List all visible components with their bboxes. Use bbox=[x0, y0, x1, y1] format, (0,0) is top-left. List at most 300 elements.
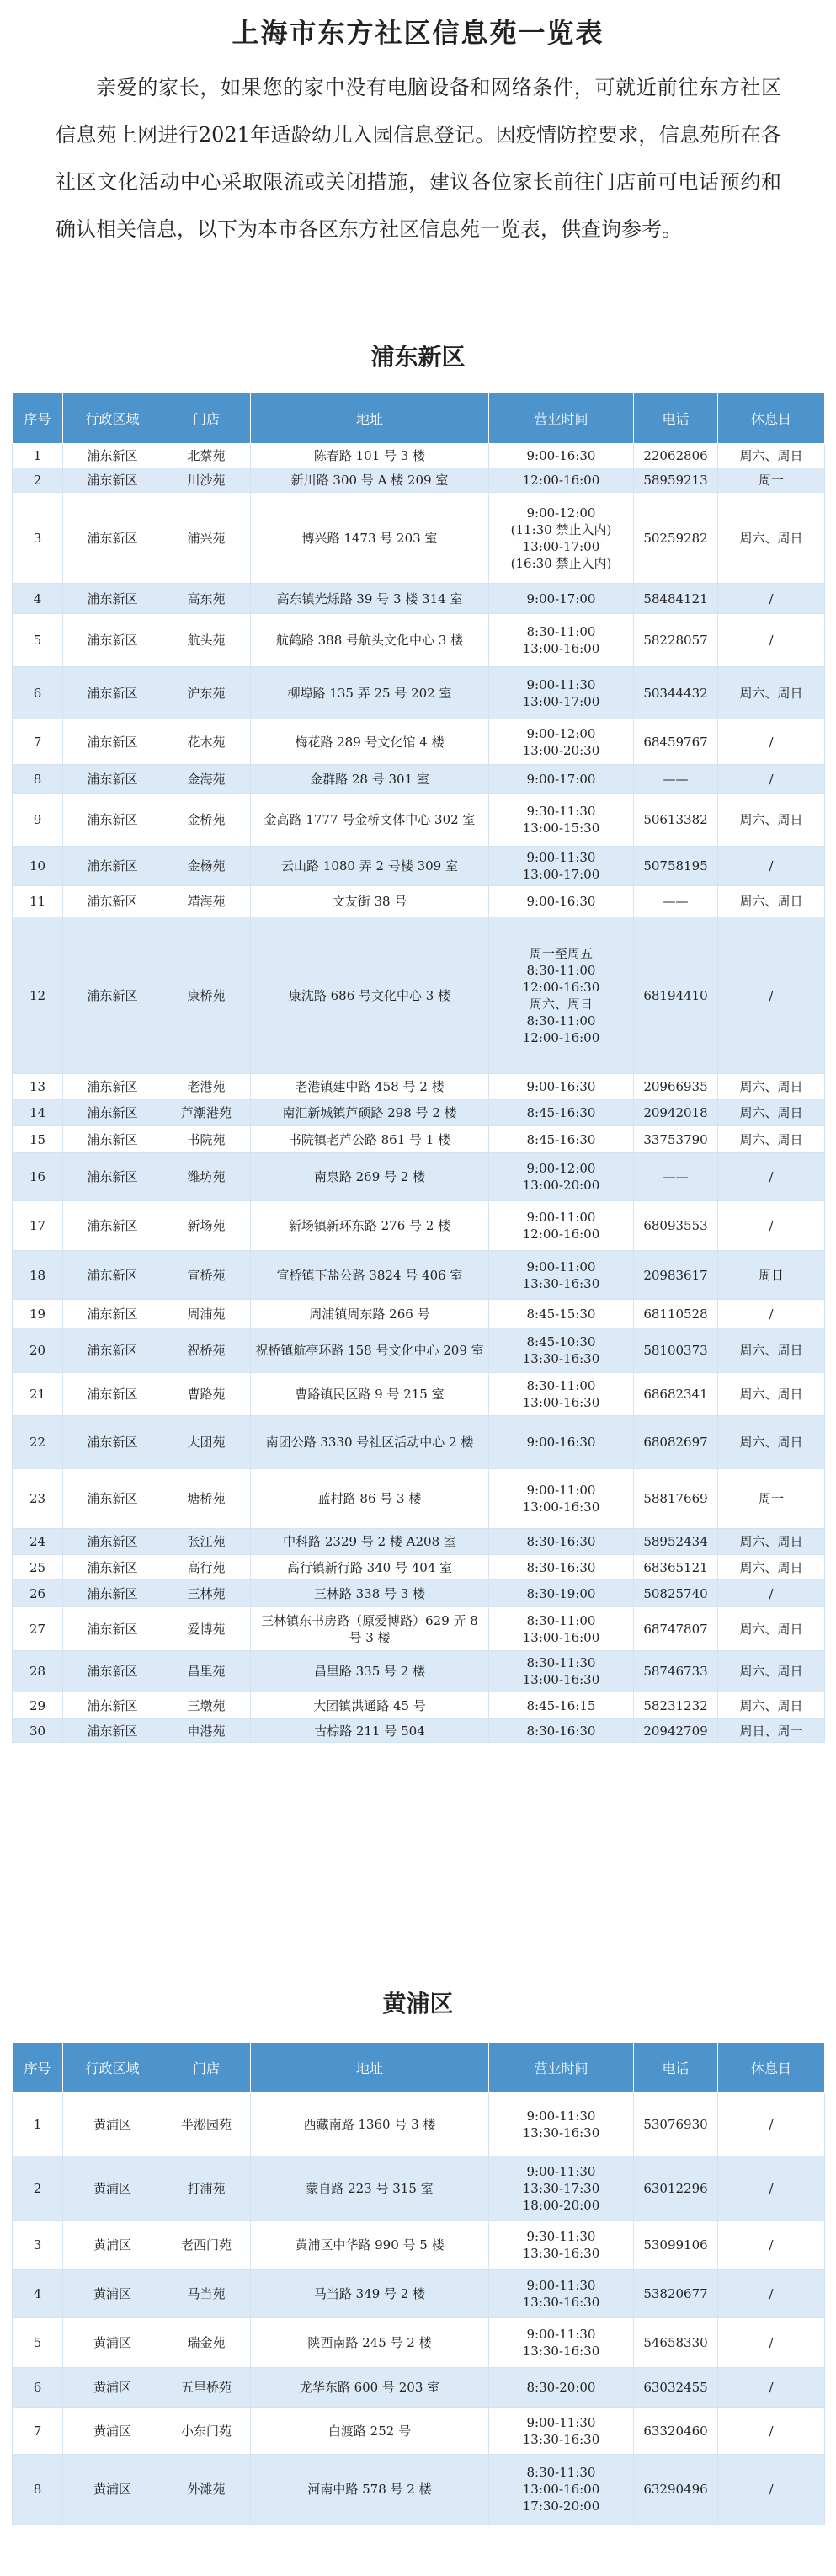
cell-district: 浦东新区 bbox=[63, 765, 162, 794]
cell-no: 24 bbox=[13, 1529, 63, 1555]
cell-store: 书院苑 bbox=[162, 1126, 251, 1153]
cell-hours: 8:30-11:00 13:00-16:00 bbox=[489, 1607, 634, 1651]
cell-no: 1 bbox=[13, 2093, 63, 2156]
cell-store: 瑞金苑 bbox=[162, 2318, 251, 2368]
cell-address: 蓝村路 86 号 3 楼 bbox=[251, 1469, 489, 1529]
cell-no: 6 bbox=[13, 2368, 63, 2408]
cell-district: 黄浦区 bbox=[63, 2318, 162, 2368]
cell-address: 文友街 38 号 bbox=[251, 886, 489, 917]
cell-hours: 9:00-11:30 13:00-17:00 bbox=[489, 667, 634, 719]
cell-rest: / bbox=[718, 2455, 825, 2525]
cell-store: 马当苑 bbox=[162, 2270, 251, 2318]
cell-district: 浦东新区 bbox=[63, 847, 162, 886]
cell-hours: 9:00-16:30 bbox=[489, 1416, 634, 1469]
table-row bbox=[13, 1300, 825, 1328]
cell-address: 博兴路 1473 号 203 室 bbox=[251, 493, 489, 584]
cell-address: 南泉路 269 号 2 楼 bbox=[251, 1153, 489, 1201]
cell-rest: 周六、周日 bbox=[718, 1555, 825, 1580]
cell-address: 龙华东路 600 号 203 室 bbox=[251, 2368, 489, 2408]
cell-phone: 50344432 bbox=[634, 667, 718, 719]
table-row bbox=[13, 1416, 825, 1469]
cell-store: 潍坊苑 bbox=[162, 1153, 251, 1201]
cell-rest: 周日 bbox=[718, 1251, 825, 1300]
column-header: 营业时间 bbox=[489, 393, 634, 444]
cell-phone: 63290496 bbox=[634, 2455, 718, 2525]
cell-store: 芦潮港苑 bbox=[162, 1100, 251, 1126]
column-header: 门店 bbox=[162, 393, 251, 444]
cell-no: 22 bbox=[13, 1416, 63, 1469]
cell-phone: 63032455 bbox=[634, 2368, 718, 2408]
cell-rest: 周六、周日 bbox=[718, 1373, 825, 1416]
cell-phone: —— bbox=[634, 1153, 718, 1201]
cell-district: 浦东新区 bbox=[63, 1580, 162, 1607]
cell-address: 航鹤路 388 号航头文化中心 3 楼 bbox=[251, 614, 489, 667]
column-header: 休息日 bbox=[718, 393, 825, 444]
column-header: 营业时间 bbox=[489, 2043, 634, 2093]
cell-address: 新川路 300 号 A 楼 209 室 bbox=[251, 468, 489, 493]
cell-hours: 8:30-11:00 13:00-16:30 bbox=[489, 1373, 634, 1416]
cell-store: 张江苑 bbox=[162, 1529, 251, 1555]
cell-no: 29 bbox=[13, 1692, 63, 1719]
cell-address: 书院镇老芦公路 861 号 1 楼 bbox=[251, 1126, 489, 1153]
cell-no: 2 bbox=[13, 2156, 63, 2221]
cell-store: 金杨苑 bbox=[162, 847, 251, 886]
cell-district: 浦东新区 bbox=[63, 1651, 162, 1692]
cell-phone: 58959213 bbox=[634, 468, 718, 493]
cell-phone: 20942018 bbox=[634, 1100, 718, 1126]
cell-rest: / bbox=[718, 1300, 825, 1328]
cell-hours: 9:00-16:30 bbox=[489, 1074, 634, 1100]
cell-district: 浦东新区 bbox=[63, 667, 162, 719]
cell-address: 黄浦区中华路 990 号 5 楼 bbox=[251, 2221, 489, 2270]
cell-district: 浦东新区 bbox=[63, 1373, 162, 1416]
cell-district: 浦东新区 bbox=[63, 1328, 162, 1373]
cell-no: 6 bbox=[13, 667, 63, 719]
cell-rest: / bbox=[718, 1153, 825, 1201]
table-row bbox=[13, 667, 825, 719]
cell-rest: 周六、周日 bbox=[718, 794, 825, 847]
cell-phone: 58484121 bbox=[634, 584, 718, 614]
cell-phone: 58100373 bbox=[634, 1328, 718, 1373]
column-header: 行政区域 bbox=[63, 393, 162, 444]
cell-address: 高行镇新行路 340 号 404 室 bbox=[251, 1555, 489, 1580]
cell-phone: 33753790 bbox=[634, 1126, 718, 1153]
cell-no: 20 bbox=[13, 1328, 63, 1373]
table-row bbox=[13, 719, 825, 765]
cell-hours: 8:30-16:30 bbox=[489, 1529, 634, 1555]
cell-hours: 9:00-11:30 13:00-17:00 bbox=[489, 847, 634, 886]
table-row bbox=[13, 1607, 825, 1651]
cell-address: 南汇新城镇芦硕路 298 号 2 楼 bbox=[251, 1100, 489, 1126]
cell-no: 1 bbox=[13, 444, 63, 468]
cell-no: 21 bbox=[13, 1373, 63, 1416]
cell-address: 古棕路 211 号 504 bbox=[251, 1719, 489, 1743]
cell-hours: 9:00-11:30 13:30-16:30 bbox=[489, 2318, 634, 2368]
cell-district: 浦东新区 bbox=[63, 444, 162, 468]
cell-hours: 8:45-16:15 bbox=[489, 1692, 634, 1719]
cell-district: 浦东新区 bbox=[63, 1607, 162, 1651]
cell-hours: 9:00-16:30 bbox=[489, 886, 634, 917]
cell-hours: 8:30-16:30 bbox=[489, 1555, 634, 1580]
cell-phone: 68747807 bbox=[634, 1607, 718, 1651]
cell-no: 23 bbox=[13, 1469, 63, 1529]
table-row bbox=[13, 1153, 825, 1201]
cell-store: 小东门苑 bbox=[162, 2408, 251, 2455]
cell-hours: 8:30-20:00 bbox=[489, 2368, 634, 2408]
cell-address: 康沈路 686 号文化中心 3 楼 bbox=[251, 917, 489, 1074]
cell-phone: 63320460 bbox=[634, 2408, 718, 2455]
column-header: 电话 bbox=[634, 393, 718, 444]
table-row bbox=[13, 1469, 825, 1529]
cell-rest: / bbox=[718, 1580, 825, 1607]
cell-district: 浦东新区 bbox=[63, 1469, 162, 1529]
cell-hours: 9:00-16:30 bbox=[489, 444, 634, 468]
cell-district: 浦东新区 bbox=[63, 1153, 162, 1201]
table-row bbox=[13, 444, 825, 468]
column-header: 地址 bbox=[251, 393, 489, 444]
cell-rest: / bbox=[718, 614, 825, 667]
cell-rest: / bbox=[718, 917, 825, 1074]
cell-address: 祝桥镇航亭环路 158 号文化中心 209 室 bbox=[251, 1328, 489, 1373]
cell-district: 浦东新区 bbox=[63, 1416, 162, 1469]
table-row bbox=[13, 1126, 825, 1153]
cell-phone: —— bbox=[634, 886, 718, 917]
table-huangpu bbox=[12, 2042, 825, 2525]
cell-store: 外滩苑 bbox=[162, 2455, 251, 2525]
cell-no: 18 bbox=[13, 1251, 63, 1300]
cell-store: 高东苑 bbox=[162, 584, 251, 614]
cell-store: 康桥苑 bbox=[162, 917, 251, 1074]
column-header: 序号 bbox=[13, 2043, 63, 2093]
cell-rest: / bbox=[718, 847, 825, 886]
cell-rest: / bbox=[718, 765, 825, 794]
cell-district: 黄浦区 bbox=[63, 2408, 162, 2455]
cell-rest: / bbox=[718, 2368, 825, 2408]
cell-hours: 9:30-11:30 13:30-16:30 bbox=[489, 2221, 634, 2270]
cell-store: 宣桥苑 bbox=[162, 1251, 251, 1300]
cell-phone: 53076930 bbox=[634, 2093, 718, 2156]
cell-store: 靖海苑 bbox=[162, 886, 251, 917]
table-row bbox=[13, 614, 825, 667]
cell-hours: 9:30-11:30 13:00-15:30 bbox=[489, 794, 634, 847]
cell-hours: 12:00-16:00 bbox=[489, 468, 634, 493]
column-header: 行政区域 bbox=[63, 2043, 162, 2093]
cell-address: 白渡路 252 号 bbox=[251, 2408, 489, 2455]
table-row bbox=[13, 847, 825, 886]
cell-address: 西藏南路 1360 号 3 楼 bbox=[251, 2093, 489, 2156]
cell-phone: 68082697 bbox=[634, 1416, 718, 1469]
table-row bbox=[13, 1074, 825, 1100]
cell-store: 花木苑 bbox=[162, 719, 251, 765]
cell-address: 大团镇洪通路 45 号 bbox=[251, 1692, 489, 1719]
cell-address: 南团公路 3330 号社区活动中心 2 楼 bbox=[251, 1416, 489, 1469]
cell-address: 金群路 28 号 301 室 bbox=[251, 765, 489, 794]
cell-district: 黄浦区 bbox=[63, 2270, 162, 2318]
cell-phone: 58952434 bbox=[634, 1529, 718, 1555]
cell-hours: 9:00-17:00 bbox=[489, 765, 634, 794]
cell-phone: 68093553 bbox=[634, 1201, 718, 1251]
cell-rest: 周六、周日 bbox=[718, 493, 825, 584]
cell-store: 老西门苑 bbox=[162, 2221, 251, 2270]
table-row bbox=[13, 1529, 825, 1555]
cell-phone: 54658330 bbox=[634, 2318, 718, 2368]
cell-no: 8 bbox=[13, 765, 63, 794]
cell-district: 浦东新区 bbox=[63, 584, 162, 614]
cell-hours: 9:00-11:30 13:30-16:30 bbox=[489, 2408, 634, 2455]
cell-address: 云山路 1080 弄 2 号楼 309 室 bbox=[251, 847, 489, 886]
cell-hours: 8:30-16:30 bbox=[489, 1719, 634, 1743]
cell-no: 10 bbox=[13, 847, 63, 886]
cell-rest: 周六、周日 bbox=[718, 1074, 825, 1100]
cell-rest: / bbox=[718, 2156, 825, 2221]
table-row bbox=[13, 2093, 825, 2156]
cell-rest: 周六、周日 bbox=[718, 886, 825, 917]
cell-rest: 周六、周日 bbox=[718, 1328, 825, 1373]
cell-phone: 53820677 bbox=[634, 2270, 718, 2318]
cell-address: 三林路 338 号 3 楼 bbox=[251, 1580, 489, 1607]
cell-hours: 8:30-11:30 13:00-16:30 bbox=[489, 1651, 634, 1692]
cell-no: 8 bbox=[13, 2455, 63, 2525]
cell-hours: 8:30-11:00 13:00-16:00 bbox=[489, 614, 634, 667]
table-row bbox=[13, 2221, 825, 2270]
cell-store: 半淞园苑 bbox=[162, 2093, 251, 2156]
cell-address: 陕西南路 245 号 2 楼 bbox=[251, 2318, 489, 2368]
cell-hours: 8:30-19:00 bbox=[489, 1580, 634, 1607]
cell-hours: 8:30-11:30 13:00-16:00 17:30-20:00 bbox=[489, 2455, 634, 2525]
cell-phone: 20942709 bbox=[634, 1719, 718, 1743]
cell-phone: 68682341 bbox=[634, 1373, 718, 1416]
cell-phone: 20966935 bbox=[634, 1074, 718, 1100]
cell-district: 浦东新区 bbox=[63, 886, 162, 917]
table-row bbox=[13, 1580, 825, 1607]
cell-store: 曹路苑 bbox=[162, 1373, 251, 1416]
table-row bbox=[13, 2408, 825, 2455]
table-row bbox=[13, 2270, 825, 2318]
table-row bbox=[13, 2455, 825, 2525]
cell-hours: 9:00-11:00 13:30-16:30 bbox=[489, 1251, 634, 1300]
cell-store: 北蔡苑 bbox=[162, 444, 251, 468]
cell-district: 浦东新区 bbox=[63, 1201, 162, 1251]
cell-no: 30 bbox=[13, 1719, 63, 1743]
cell-no: 13 bbox=[13, 1074, 63, 1100]
cell-store: 三墩苑 bbox=[162, 1692, 251, 1719]
cell-phone: 20983617 bbox=[634, 1251, 718, 1300]
cell-hours: 8:45-10:30 13:30-16:30 bbox=[489, 1328, 634, 1373]
cell-district: 浦东新区 bbox=[63, 1719, 162, 1743]
cell-no: 14 bbox=[13, 1100, 63, 1126]
cell-no: 28 bbox=[13, 1651, 63, 1692]
table-row bbox=[13, 1651, 825, 1692]
cell-store: 打浦苑 bbox=[162, 2156, 251, 2221]
cell-phone: 68459767 bbox=[634, 719, 718, 765]
cell-rest: 周六、周日 bbox=[718, 1100, 825, 1126]
cell-district: 浦东新区 bbox=[63, 1074, 162, 1100]
cell-district: 浦东新区 bbox=[63, 614, 162, 667]
cell-hours: 9:00-12:00 13:00-20:00 bbox=[489, 1153, 634, 1201]
cell-rest: / bbox=[718, 2270, 825, 2318]
cell-district: 浦东新区 bbox=[63, 1529, 162, 1555]
cell-hours: 9:00-12:00 13:00-20:30 bbox=[489, 719, 634, 765]
cell-store: 大团苑 bbox=[162, 1416, 251, 1469]
table-row bbox=[13, 2156, 825, 2221]
cell-store: 高行苑 bbox=[162, 1555, 251, 1580]
column-header: 电话 bbox=[634, 2043, 718, 2093]
cell-phone: 58817669 bbox=[634, 1469, 718, 1529]
cell-rest: 周六、周日 bbox=[718, 667, 825, 719]
cell-phone: 58228057 bbox=[634, 614, 718, 667]
cell-rest: 周六、周日 bbox=[718, 1607, 825, 1651]
cell-no: 5 bbox=[13, 2318, 63, 2368]
cell-phone: 50758195 bbox=[634, 847, 718, 886]
cell-store: 金海苑 bbox=[162, 765, 251, 794]
cell-no: 9 bbox=[13, 794, 63, 847]
cell-rest: / bbox=[718, 1201, 825, 1251]
cell-district: 浦东新区 bbox=[63, 1100, 162, 1126]
cell-phone: 63012296 bbox=[634, 2156, 718, 2221]
cell-no: 27 bbox=[13, 1607, 63, 1651]
cell-store: 周浦苑 bbox=[162, 1300, 251, 1328]
cell-district: 黄浦区 bbox=[63, 2368, 162, 2408]
cell-rest: / bbox=[718, 719, 825, 765]
cell-address: 中科路 2329 号 2 楼 A208 室 bbox=[251, 1529, 489, 1555]
cell-rest: / bbox=[718, 2318, 825, 2368]
table-header-row bbox=[13, 393, 825, 444]
table-header-row bbox=[13, 2043, 825, 2093]
column-header: 地址 bbox=[251, 2043, 489, 2093]
cell-store: 祝桥苑 bbox=[162, 1328, 251, 1373]
table-row bbox=[13, 1251, 825, 1300]
cell-address: 金高路 1777 号金桥文体中心 302 室 bbox=[251, 794, 489, 847]
table-row bbox=[13, 794, 825, 847]
cell-rest: / bbox=[718, 2093, 825, 2156]
cell-address: 曹路镇民区路 9 号 215 室 bbox=[251, 1373, 489, 1416]
cell-rest: 周一 bbox=[718, 1469, 825, 1529]
cell-phone: 50825740 bbox=[634, 1580, 718, 1607]
table-row bbox=[13, 1719, 825, 1743]
table-row bbox=[13, 1555, 825, 1580]
cell-address: 新场镇新环东路 276 号 2 楼 bbox=[251, 1201, 489, 1251]
cell-address: 柳埠路 135 弄 25 号 202 室 bbox=[251, 667, 489, 719]
cell-no: 7 bbox=[13, 2408, 63, 2455]
cell-hours: 9:00-11:00 12:00-16:00 bbox=[489, 1201, 634, 1251]
cell-no: 17 bbox=[13, 1201, 63, 1251]
cell-district: 浦东新区 bbox=[63, 794, 162, 847]
cell-rest: 周六、周日 bbox=[718, 1126, 825, 1153]
cell-rest: 周六、周日 bbox=[718, 444, 825, 468]
table-row bbox=[13, 493, 825, 584]
cell-store: 金桥苑 bbox=[162, 794, 251, 847]
cell-phone: 53099106 bbox=[634, 2221, 718, 2270]
column-header: 序号 bbox=[13, 393, 63, 444]
cell-district: 浦东新区 bbox=[63, 1555, 162, 1580]
cell-district: 黄浦区 bbox=[63, 2455, 162, 2525]
cell-rest: 周六、周日 bbox=[718, 1416, 825, 1469]
cell-rest: 周一 bbox=[718, 468, 825, 493]
cell-address: 三林镇东书房路（原爱博路）629 弄 8 号 3 楼 bbox=[251, 1607, 489, 1651]
cell-rest: 周六、周日 bbox=[718, 1651, 825, 1692]
cell-phone: 22062806 bbox=[634, 444, 718, 468]
cell-store: 五里桥苑 bbox=[162, 2368, 251, 2408]
cell-address: 宣桥镇下盐公路 3824 号 406 室 bbox=[251, 1251, 489, 1300]
cell-store: 浦兴苑 bbox=[162, 493, 251, 584]
cell-address: 蒙自路 223 号 315 室 bbox=[251, 2156, 489, 2221]
cell-hours: 8:45-15:30 bbox=[489, 1300, 634, 1328]
cell-district: 浦东新区 bbox=[63, 1126, 162, 1153]
cell-rest: 周六、周日 bbox=[718, 1529, 825, 1555]
table-row bbox=[13, 886, 825, 917]
cell-no: 11 bbox=[13, 886, 63, 917]
cell-no: 3 bbox=[13, 493, 63, 584]
cell-address: 河南中路 578 号 2 楼 bbox=[251, 2455, 489, 2525]
cell-no: 4 bbox=[13, 2270, 63, 2318]
cell-no: 7 bbox=[13, 719, 63, 765]
cell-no: 15 bbox=[13, 1126, 63, 1153]
cell-phone: 68110528 bbox=[634, 1300, 718, 1328]
cell-no: 19 bbox=[13, 1300, 63, 1328]
cell-phone: 58231232 bbox=[634, 1692, 718, 1719]
table-row bbox=[13, 1328, 825, 1373]
cell-hours: 9:00-11:30 13:30-17:30 18:00-20:00 bbox=[489, 2156, 634, 2221]
table-row bbox=[13, 584, 825, 614]
cell-hours: 周一至周五 8:30-11:00 12:00-16:30 周六、周日 8:30-11:00 12:00-16:00 bbox=[489, 917, 634, 1074]
cell-phone: 58746733 bbox=[634, 1651, 718, 1692]
column-header: 门店 bbox=[162, 2043, 251, 2093]
cell-district: 浦东新区 bbox=[63, 1300, 162, 1328]
cell-no: 25 bbox=[13, 1555, 63, 1580]
table-row bbox=[13, 2318, 825, 2368]
cell-no: 3 bbox=[13, 2221, 63, 2270]
cell-address: 周浦镇周东路 266 号 bbox=[251, 1300, 489, 1328]
section-title-pudong: 浦东新区 bbox=[370, 343, 466, 371]
table-row bbox=[13, 765, 825, 794]
cell-no: 16 bbox=[13, 1153, 63, 1201]
cell-rest: 周六、周日 bbox=[718, 1692, 825, 1719]
table-row bbox=[13, 1201, 825, 1251]
cell-phone: 68365121 bbox=[634, 1555, 718, 1580]
cell-address: 马当路 349 号 2 楼 bbox=[251, 2270, 489, 2318]
cell-district: 浦东新区 bbox=[63, 719, 162, 765]
cell-hours: 9:00-11:00 13:00-16:30 bbox=[489, 1469, 634, 1529]
cell-phone: 50613382 bbox=[634, 794, 718, 847]
cell-district: 黄浦区 bbox=[63, 2156, 162, 2221]
cell-phone: —— bbox=[634, 765, 718, 794]
cell-address: 老港镇建中路 458 号 2 楼 bbox=[251, 1074, 489, 1100]
cell-address: 高东镇光烁路 39 号 3 楼 314 室 bbox=[251, 584, 489, 614]
cell-no: 2 bbox=[13, 468, 63, 493]
cell-store: 沪东苑 bbox=[162, 667, 251, 719]
cell-district: 浦东新区 bbox=[63, 468, 162, 493]
cell-district: 浦东新区 bbox=[63, 1692, 162, 1719]
table-row bbox=[13, 468, 825, 493]
cell-hours: 9:00-11:30 13:30-16:30 bbox=[489, 2093, 634, 2156]
cell-district: 黄浦区 bbox=[63, 2093, 162, 2156]
cell-district: 黄浦区 bbox=[63, 2221, 162, 2270]
cell-phone: 68194410 bbox=[634, 917, 718, 1074]
intro-paragraph: 亲爱的家长，如果您的家中没有电脑设备和网络条件，可就近前往东方社区信息苑上网进行2021年适龄幼儿入园信息登记。因疫情防控要求，信息苑所在各社区文化活动中心采取限流或关闭措施，建议各位家长前往门店前可电话预约和确认相关信息，以下为本市各区东方社区信息苑一览表，供查询参考。 bbox=[56, 76, 781, 241]
cell-hours: 8:45-16:30 bbox=[489, 1126, 634, 1153]
cell-address: 昌里路 335 号 2 楼 bbox=[251, 1651, 489, 1692]
cell-district: 浦东新区 bbox=[63, 917, 162, 1074]
cell-no: 26 bbox=[13, 1580, 63, 1607]
cell-hours: 9:00-11:30 13:30-16:30 bbox=[489, 2270, 634, 2318]
cell-no: 5 bbox=[13, 614, 63, 667]
table-row bbox=[13, 917, 825, 1074]
cell-store: 川沙苑 bbox=[162, 468, 251, 493]
table-pudong bbox=[12, 393, 825, 1743]
cell-store: 三林苑 bbox=[162, 1580, 251, 1607]
table-row bbox=[13, 1373, 825, 1416]
table-row bbox=[13, 1692, 825, 1719]
